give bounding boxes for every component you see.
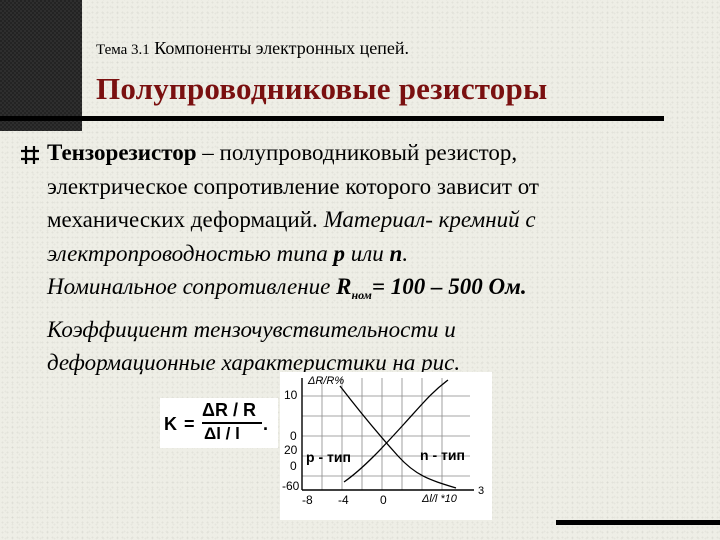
decorative-left-bar	[0, 0, 82, 131]
formula-k: K	[164, 414, 177, 434]
footer-divider	[556, 520, 720, 525]
body-text-fragment: – полупроводниковый резистор,	[196, 140, 518, 165]
y-tick-3: 20	[284, 443, 298, 457]
body-line-6: Коэффициент тензочувствительности и	[47, 316, 456, 342]
y-tick-4: 0	[290, 459, 297, 473]
y-tick-5: -60	[282, 479, 300, 493]
body-line-4	[47, 237, 707, 271]
x-tick-1: -8	[302, 493, 313, 507]
resistance-symbol: R	[336, 274, 352, 299]
x-axis-label: Δl/l *10	[422, 493, 457, 505]
y-tick-2: 0	[290, 429, 297, 443]
p-type-label: p - тип	[306, 449, 351, 465]
formula-numerator: ΔR / R	[202, 400, 256, 420]
body-text-fragment: электропроводностью типа	[47, 240, 334, 266]
type-n: n	[389, 240, 403, 266]
body-line-5	[47, 270, 707, 313]
body-text-fragment: механических деформаций.	[47, 207, 324, 232]
y-tick-1: 10	[284, 388, 298, 402]
body-text-fragment: Номинальное сопротивление	[47, 274, 337, 299]
body-line-2: электрическое сопротивление которого зависит от	[47, 173, 539, 199]
resistance-subscript: ном	[351, 288, 372, 302]
y-axis-label: ΔR/R%	[308, 375, 345, 387]
gauge-factor-formula	[160, 398, 278, 448]
formula-equals: =	[184, 414, 195, 434]
slide-title: Полупроводниковые резисторы	[96, 71, 548, 106]
formula-denominator: Δl / l	[204, 424, 240, 443]
title-divider	[0, 116, 664, 121]
n-type-curve	[344, 380, 448, 482]
x-tick-2: -4	[338, 493, 349, 507]
topic-label: Тема 3.1	[96, 42, 150, 58]
body-text	[47, 136, 707, 380]
graph-grid	[302, 378, 470, 490]
p-type-curve	[340, 386, 456, 488]
topic-text: Компоненты электронных цепей.	[154, 38, 410, 58]
x-tick-3: 0	[380, 493, 387, 507]
hash-bullet-icon	[20, 145, 40, 165]
body-line-1	[47, 136, 707, 170]
term: Тензорезистор	[47, 140, 197, 165]
body-line-3	[47, 203, 707, 237]
topic-heading	[96, 38, 409, 59]
n-type-label: n - тип	[420, 447, 465, 463]
type-p: p	[333, 240, 345, 266]
formula-dot: .	[263, 414, 269, 434]
resistance-value: = 100 – 500 Ом.	[371, 274, 527, 299]
material-text: Материал- кремний с	[323, 207, 536, 232]
deformation-characteristics-graph	[280, 372, 492, 520]
body-text-fragment: .	[402, 240, 409, 266]
x-axis-exponent: 3	[478, 485, 485, 497]
body-line-7: деформационные характеристики на рис.	[47, 350, 461, 375]
body-text-fragment: или	[344, 240, 390, 266]
